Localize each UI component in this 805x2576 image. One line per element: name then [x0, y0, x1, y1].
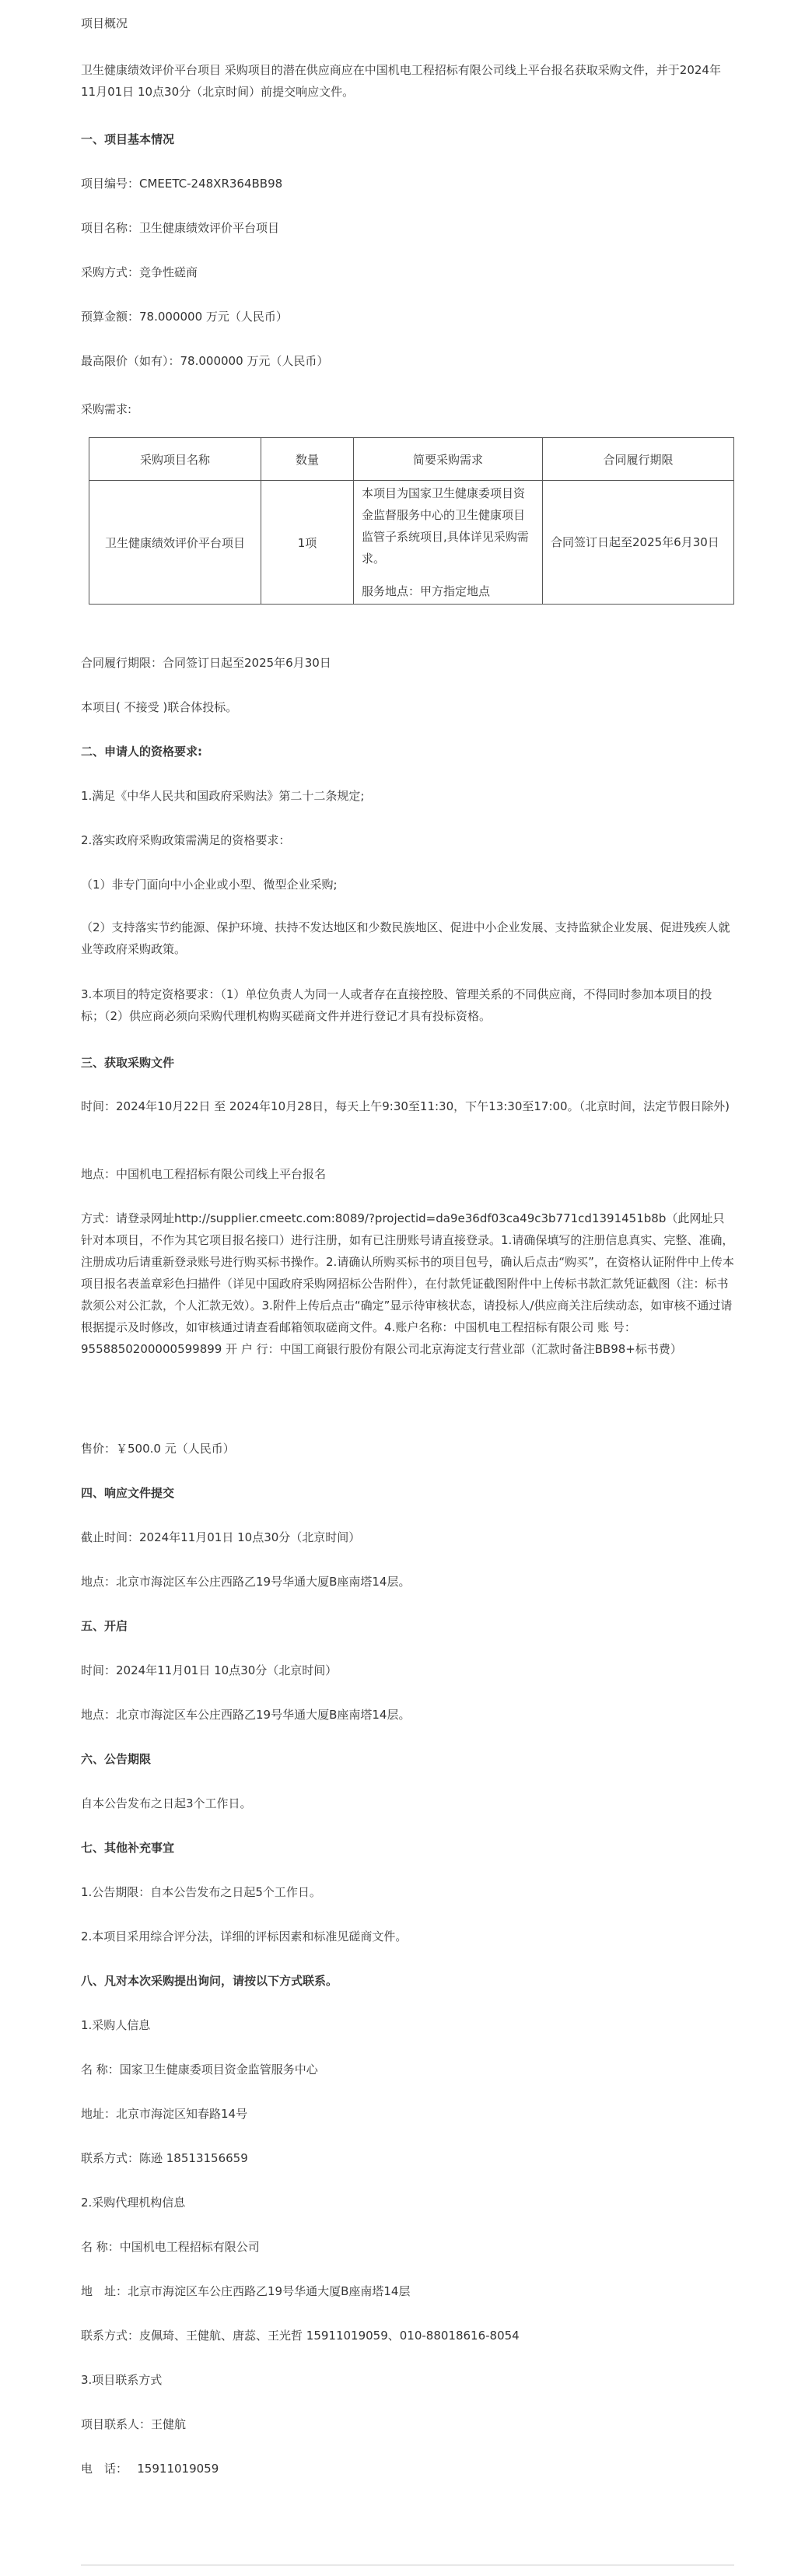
table-header-cell: 合同履行期限 [543, 438, 734, 481]
section-contact-title: 八、凡对本次采购提出询问，请按以下方式联系。 [81, 1974, 338, 1988]
table-cell-period: 合同签订日起至2025年6月30日 [543, 481, 734, 605]
document-price: 售价：￥500.0 元（人民币） [81, 1442, 235, 1456]
table-row [89, 481, 734, 605]
service-place: 服务地点：甲方指定地点 [362, 584, 491, 598]
project-contact-phone: 电 话： 15911019059 [81, 2462, 219, 2476]
consortium-note: 本项目( 不接受 )联合体投标。 [81, 700, 238, 714]
project-name: 项目名称：卫生健康绩效评价平台项目 [81, 221, 280, 235]
other-item-1: 1.公告期限：自本公告发布之日起5个工作日。 [81, 1885, 321, 1899]
section-submit-title: 四、响应文件提交 [81, 1486, 175, 1500]
notice-period: 自本公告发布之日起3个工作日。 [81, 1796, 252, 1810]
table-cell-name: 卫生健康绩效评价平台项目 [89, 481, 261, 605]
obtain-time: 时间：2024年10月22日 至 2024年10月28日，每天上午9:30至11:30，下午13:30至17:00。（北京时间，法定节假日除外) [81, 1099, 730, 1113]
section-qualification-title: 二、申请人的资格要求: [81, 745, 202, 759]
desc-text: 本项目为国家卫生健康委项目资金监督服务中心的卫生健康项目监管子系统项目,具体详见采购需求。 [362, 486, 529, 566]
agency-contact: 联系方式：皮佩琦、王健航、唐蕊、王光哲 15911019059、010-88018616-8054 [81, 2329, 520, 2343]
table-header-row [89, 438, 734, 481]
qualification-1: 1.满足《中华人民共和国政府采购法》第二十二条规定; [81, 789, 365, 803]
opening-place: 地点：北京市海淀区车公庄西路乙19号华通大厦B座南塔14层。 [81, 1708, 411, 1722]
table-cell-desc [354, 481, 543, 605]
project-number: 项目编号：CMEETC-248XR364BB98 [81, 177, 283, 191]
section-notice-period-title: 六、公告期限 [81, 1752, 152, 1766]
contract-period: 合同履行期限：合同签订日起至2025年6月30日 [81, 656, 331, 670]
project-contact-label: 3.项目联系方式 [81, 2373, 163, 2387]
obtain-place: 地点：中国机电工程招标有限公司线上平台报名 [81, 1167, 327, 1181]
section-opening-title: 五、开启 [81, 1619, 128, 1633]
purchaser-address: 地址：北京市海淀区知春路14号 [81, 2107, 248, 2121]
agency-address: 地 址：北京市海淀区车公庄西路乙19号华通大厦B座南塔14层 [81, 2284, 411, 2298]
budget-amount: 预算金额：78.000000 万元（人民币） [81, 310, 288, 324]
section-basic-info-title: 一、项目基本情况 [81, 132, 175, 146]
table-cell-qty: 1项 [261, 481, 354, 605]
qualification-2-2: （2）支持落实节约能源、保护环境、扶持不发达地区和少数民族地区、促进中小企业发展、支持监狱企业发展、促进残疾人就业等政府采购政策。 [81, 920, 730, 956]
section-other-title: 七、其他补充事宜 [81, 1841, 175, 1855]
table-header-cell: 简要采购需求 [354, 438, 543, 481]
max-price: 最高限价（如有）：78.000000 万元（人民币） [81, 354, 329, 368]
other-item-2: 2.本项目采用综合评分法，详细的评标因素和标准见磋商文件。 [81, 1929, 408, 1943]
opening-time: 时间：2024年11月01日 10点30分（北京时间） [81, 1663, 338, 1677]
purchaser-contact: 联系方式：陈逊 18513156659 [81, 2151, 248, 2165]
agency-name: 名 称：中国机电工程招标有限公司 [81, 2240, 260, 2254]
table-header-cell: 采购项目名称 [89, 438, 261, 481]
overview-text: 卫生健康绩效评价平台项目 采购项目的潜在供应商应在中国机电工程招标有限公司线上平台报名获取采购文件，并于2024年11月01日 10点30分（北京时间）前提交响应文件。 [81, 63, 721, 99]
purchaser-label: 1.采购人信息 [81, 2018, 151, 2032]
obtain-method: 方式：请登录网址http://supplier.cmeetc.com:8089/?projectid=da9e36df03ca49c3b771cd1391451b8b（此网址只针对本项目，不作为其它项目报名接口）进行注册，如有已注册账号请直接登录。1.请确保填写的注册信息真实、完整、准确，注册成功后请重新登录账号进行购买标书操作。2.请确认所购买标书的项目包号，确认后点击“购买”，在资格认证附件中上传本项目报名表盖章彩色扫描件（详见中国政府采购网招标公告附件），在付款凭证截图附件中上传标书款汇款凭证截图（注：标书款须公对公汇款，个人汇款无效）。3.附件上传后点击“确定”显示待审核状态，请投标人/供应商关注后续动态，如审核不通过请根据提示及时修改，如审核通过请查看邮箱领取磋商文件。4.账户名称：中国机电工程招标有限公司 账 号：9558850200000599899 开 户 行：中国工商银行股份有限公司北京海淀支行营业部（汇款时备注BB98+标书费） [81, 1211, 734, 1356]
purchaser-name: 名 称：国家卫生健康委项目资金监管服务中心 [81, 2063, 318, 2077]
overview-label: 项目概况 [81, 16, 128, 30]
table-header-cell: 数量 [261, 438, 354, 481]
demand-label: 采购需求: [81, 402, 132, 416]
bottom-divider [81, 2564, 734, 2566]
procurement-method: 采购方式：竞争性磋商 [81, 265, 198, 279]
project-contact-person: 项目联系人：王健航 [81, 2417, 187, 2431]
submit-place: 地点：北京市海淀区车公庄西路乙19号华通大厦B座南塔14层。 [81, 1575, 411, 1589]
requirements-table [89, 437, 734, 605]
qualification-2: 2.落实政府采购政策需满足的资格要求： [81, 833, 291, 847]
qualification-2-1: （1）非专门面向中小企业或小型、微型企业采购; [81, 878, 338, 892]
section-obtain-title: 三、获取采购文件 [81, 1056, 175, 1070]
qualification-3: 3.本项目的特定资格要求：（1）单位负责人为同一人或者存在直接控股、管理关系的不同供应商，不得同时参加本项目的投标；（2）供应商必须向采购代理机构购买磋商文件并进行登记才具有投标资格。 [81, 987, 712, 1023]
submit-deadline: 截止时间：2024年11月01日 10点30分（北京时间） [81, 1530, 361, 1544]
agency-label: 2.采购代理机构信息 [81, 2196, 186, 2210]
